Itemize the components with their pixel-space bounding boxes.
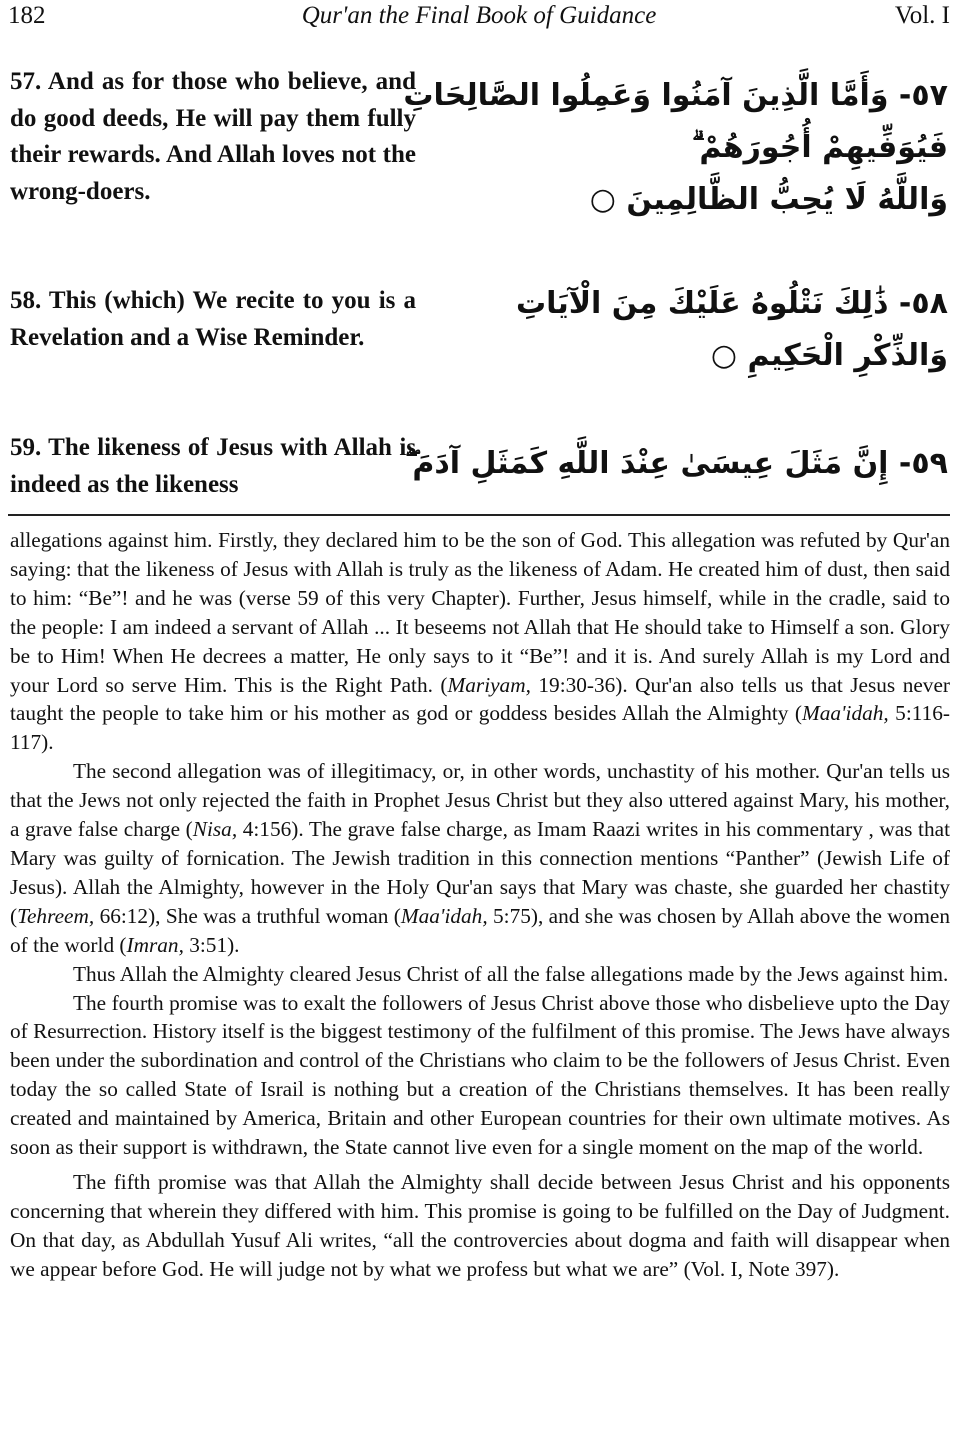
text-run: 66:12), She was a truthful woman ( — [94, 903, 401, 928]
verse-57-translation: 57. And as for those who believe, and do good deeds, He will pay them fully their rewards. And Allah loves not the wrong-doers. — [10, 68, 416, 205]
arabic-line: ٥٨- ذَٰلِكَ نَتْلُوهُ عَلَيْكَ مِنَ الْآيَاتِ — [516, 286, 948, 321]
verse-59-translation: 59. The likeness of Jesus with Allah is indeed as the likeness — [10, 434, 416, 498]
running-header — [8, 2, 950, 36]
text-run: 5:116-117). — [10, 701, 950, 755]
arabic-line: وَالذِّكْرِ الْحَكِيمِ ○ — [710, 338, 948, 373]
surah-reference: Imran, — [126, 932, 184, 957]
commentary-text — [10, 526, 950, 1284]
arabic-line: ٥٩- إِنَّ مَثَلَ عِيسَىٰ عِنْدَ اللَّهِ كَمَثَلِ آدَمَ ۖ — [404, 446, 948, 481]
verse-59-arabic — [404, 438, 948, 490]
surah-reference: Tehreem, — [17, 903, 95, 928]
text-run: 5:75), and she was chosen by Allah above the women of the world ( — [10, 903, 950, 957]
arabic-line: ٥٧- وَأَمَّا الَّذِينَ آمَنُوا وَعَمِلُوا الصَّالِحَاتِ — [403, 78, 948, 113]
surah-reference: Nisa, — [192, 817, 238, 842]
verse-58-arabic — [508, 278, 948, 382]
text-run: The second allegation was of illegitimacy, or, in other words, unchastity of his mother. Qur'an tells us that the Jews not only rejected the faith in Prophet Jesus Christ but they also uttered against Mary, his mother, a grave false charge ( — [10, 759, 950, 842]
commentary-paragraph: The fourth promise was to exalt the followers of Jesus Christ above those who disbelieve upto the Day of Resurrection. History itself is the biggest testimony of the fulfilment of this promise. The Jews have always been under the subordination and control of the Christians who claim to be the followers of Jesus Christ. Even today the so called State of Israil is nothing but a creation of the Christians themselves. It has been really created and maintained by America, Britain and other European countries for their own ultimate motives. As soon as their support is withdrawn, the State cannot live even for a single moment on the map of the world. — [10, 990, 950, 1160]
arabic-line: فَيُوَفِّيهِمْ أُجُورَهُمْ ۗ — [691, 130, 948, 165]
text-run: 19:30-36). Qur'an also tells us that Jesus never taught the people to take him or his mother as god or goddess besides Allah the Almighty ( — [10, 672, 950, 726]
verse-57-arabic — [403, 70, 948, 226]
text-run: 3:51). — [183, 932, 240, 957]
commentary-paragraph: The fifth promise was that Allah the Almighty shall decide between Jesus Christ and his opponents concerning that wherein they differed with him. This promise is going to be fulfilled on the Day of Judgment. On that day, as Abdullah Yusuf Ali writes, “all the controvercies about dogma and faith will disappear when we appear before God. He will judge not by what we profess but what we are” (Vol. I, Note 397). — [10, 1169, 950, 1281]
section-divider — [8, 514, 950, 516]
commentary-paragraph — [10, 526, 950, 757]
page-number: 182 — [8, 2, 46, 29]
surah-reference: Maa'idah, — [400, 903, 488, 928]
text-run: allegations against him. Firstly, they declared him to be the son of God. This allegation was refuted by Qur'an saying: that the likeness of Jesus with Allah is truly as the likeness of Adam. He created him of dust, then said to him: “Be”! and he was (verse 59 of this very Chapter). Further, Jesus himself, while in the cradle, said to the people: I am indeed a servant of Allah ... It beseems not Allah that He should take to Himself a son. Glory be to Him! When He decrees a matter, He only says to it “Be”! and it is. And surely Allah is my Lord and your Lord so serve Him. This is the Right Path. ( — [10, 528, 950, 697]
verse-58-translation: 58. This (which) We recite to you is a Revelation and a Wise Reminder. — [10, 287, 416, 351]
volume-label: Vol. I — [894, 2, 950, 29]
surah-reference: Maa'idah, — [801, 701, 889, 726]
commentary-paragraph — [10, 757, 950, 959]
arabic-line: وَاللَّهُ لَا يُحِبُّ الظَّالِمِينَ ○ — [589, 182, 948, 217]
surah-reference: Mariyam, — [447, 672, 531, 697]
commentary-paragraph: Thus Allah the Almighty cleared Jesus Christ of all the false allegations made by the Jews against him. — [73, 961, 949, 986]
book-title: Qur'an the Final Book of Guidance — [301, 2, 657, 29]
text-run: 4:156). The grave false charge, as Imam Raazi writes in his commentary , was that Mary was guilty of fornication. The Jewish tradition in this connection mentions “Panther” (Jewish Life of Jesus). Allah the Almighty, however in the Holy Qur'an says that Mary was chaste, she guarded her chastity ( — [10, 817, 950, 928]
